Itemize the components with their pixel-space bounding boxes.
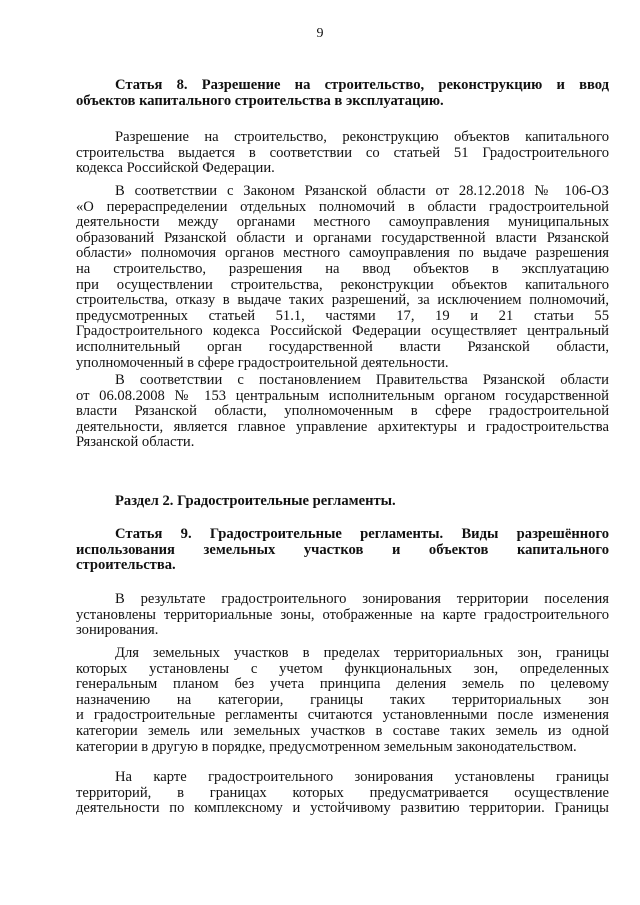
- text-line: уполномоченный в сфере градостроительной деятельности.: [76, 354, 449, 371]
- text-line: власти Рязанской области, уполномоченным в сфере градостроительной: [76, 403, 609, 420]
- text-line: строительства, отказу в выдаче таких разрешений, за исключением полномочий,: [76, 292, 609, 309]
- text-line: строительства выдается в соответствии со статьей 51 Градостроительного: [76, 144, 609, 161]
- text-line: деятельности по комплексному и устойчивому развитию территории. Границы: [76, 800, 609, 817]
- text-line: Разрешение на строительство, реконструкцию объектов капитального: [115, 129, 609, 145]
- text-line: В соответствии с постановлением Правительства Рязанской области: [115, 372, 609, 388]
- text-line: от 06.08.2008 № 153 центральным исполнительным органом государственной: [76, 387, 609, 404]
- text-line: категории земель или земельных участков в составе таких земель из одной: [76, 722, 609, 739]
- text-line: генеральным планом без учета принципа деления земель по целевому: [76, 676, 609, 693]
- article-8-paragraph-1: [76, 130, 609, 177]
- heading-line: строительства.: [76, 557, 176, 574]
- article-9-paragraph-3: [76, 770, 609, 817]
- text-line: На карте градостроительного зонирования установлены границы: [115, 769, 609, 785]
- text-line: кодекса Российской Федерации.: [76, 160, 275, 177]
- article-9-paragraph-1: [76, 592, 609, 639]
- text-line: назначению на категории, границы таких территориальных зон: [76, 691, 609, 708]
- article-9-paragraph-2: [76, 646, 609, 755]
- heading-line: использования земельных участков и объектов капитального: [76, 541, 609, 558]
- article-8-paragraph-3: [76, 373, 609, 451]
- article-8-paragraph-2: [76, 184, 609, 371]
- text-line: предусмотренных статьей 51.1, частями 17, 19 и 21 статьи 55: [76, 307, 609, 324]
- text-line: деятельности между органами местного самоуправления муниципальных: [76, 214, 609, 231]
- text-line: исполнительный орган государственной власти Рязанской области,: [76, 338, 609, 355]
- heading-line: Статья 8. Разрешение на строительство, реконструкцию и ввод: [115, 77, 609, 93]
- text-line: Градостроительного кодекса Российской Федерации осуществляет центральный: [76, 323, 609, 340]
- text-line: установлены территориальные зоны, отображенные на карте градостроительного: [76, 606, 609, 623]
- text-line: категории в другую в порядке, предусмотренном земельным законодательством.: [76, 738, 577, 755]
- text-line: Для земельных участков в пределах территориальных зон, границы: [115, 645, 609, 661]
- heading-line: Статья 9. Градостроительные регламенты. Виды разрешённого: [115, 526, 609, 542]
- text-line: и градостроительные регламенты считаются установленными после изменения: [76, 707, 609, 724]
- text-line: В соответствии с Законом Рязанской области от 28.12.2018 № 106-ОЗ: [115, 183, 609, 199]
- text-line: которых установлены с учетом функциональных зон, определенных: [76, 660, 609, 677]
- text-line: зонирования.: [76, 622, 159, 639]
- text-line: области» полномочия органов местного самоуправления по выдаче разрешения: [76, 245, 609, 262]
- text-line: В результате градостроительного зонирования территории поселения: [115, 591, 609, 607]
- heading-line: объектов капитального строительства в эксплуатацию.: [76, 92, 444, 109]
- text-line: «О перераспределении отдельных полномочий в области градостроительной: [76, 198, 609, 215]
- text-line: Рязанской области.: [76, 434, 195, 451]
- article-8-heading: [76, 78, 609, 109]
- section-2-heading: Раздел 2. Градостроительные регламенты.: [115, 493, 396, 509]
- text-line: при осуществлении строительства, реконструкции объектов капитального: [76, 276, 609, 293]
- article-9-heading: [76, 527, 609, 574]
- text-line: образований Рязанской области и органами государственной власти Рязанской: [76, 229, 609, 246]
- text-line: территорий, в границах которых предусматривается осуществление: [76, 784, 609, 801]
- text-line: на строительство, разрешения на ввод объектов в эксплуатацию: [76, 260, 609, 277]
- page-number: 9: [316, 26, 324, 41]
- text-line: деятельности, является главное управление архитектуры и градостроительства: [76, 418, 609, 435]
